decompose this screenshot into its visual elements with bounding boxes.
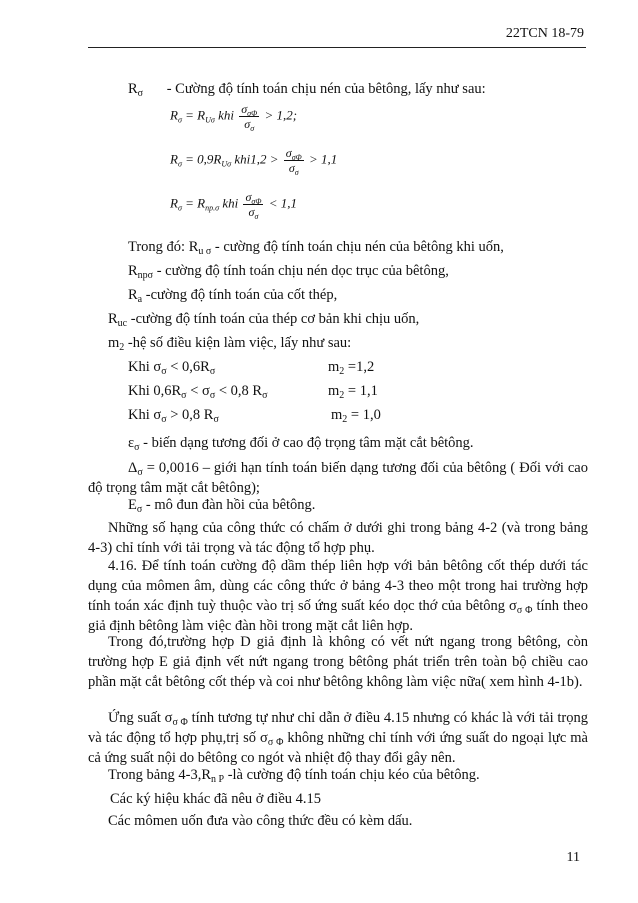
condition-3-right-b: = 1,0	[347, 407, 381, 423]
condition-3-left-sub2: σ	[213, 414, 219, 425]
def-rnp	[128, 262, 449, 280]
condition-1-left	[128, 358, 215, 376]
formula-3	[170, 190, 297, 219]
paragraph-stress-c: không những chỉ tính với ứng suất do ngoại lực mà cả ứng suất nội do bêtông co ngót và nhiệt độ thay đổi gây nên.	[88, 730, 588, 766]
formula-3-eq: = R	[181, 195, 206, 211]
def-epsilon	[128, 434, 474, 452]
condition-1-left-sub2: σ	[209, 366, 216, 377]
condition-3-left-sub: σ	[161, 414, 167, 425]
intro-symbol: R	[128, 81, 138, 97]
condition-2-left-sub2: σ	[209, 390, 216, 401]
condition-3-right-a: m	[331, 407, 343, 423]
formula-1-lhs: R	[170, 107, 178, 123]
paragraph-table-note: Những số hạng của công thức có chấm ở dưới ghi trong bảng 4-2 (và trong bảng 4-3) chỉ tính với tải trọng và tác động tổ hợp phụ.	[88, 520, 588, 556]
formula-3-rhs: < 1,1	[265, 195, 297, 211]
header-rule	[88, 47, 586, 48]
condition-3-right-sub: 2	[342, 414, 348, 425]
formula-1-den: σ	[244, 117, 251, 131]
def-e-text: - mô đun đàn hồi của bêtông.	[142, 497, 316, 513]
def-m2-sub: 2	[119, 342, 125, 353]
def-ra-symbol: R	[128, 287, 138, 303]
def-delta	[88, 458, 588, 498]
condition-1-right-b: =1,2	[344, 359, 375, 375]
formula-2-lhs: R	[170, 151, 178, 167]
def-ru	[128, 238, 504, 256]
formula-3-num-sub: σΦ	[251, 197, 262, 206]
def-ru-text: - cường độ tính toán chịu nén của bêtông khi uốn,	[211, 239, 504, 255]
paragraph-cases: Trong đó,trường hợp D giả định là không có vết nứt ngang trong bêtông, còn trường hợp E giả định vết nứt ngang trong bêtông phát triển trên toàn bộ chiều cao phần mặt cắt bêtông cốt thép và coi như bêtông không làm việc nữa( xem hình 4-1b).	[88, 634, 588, 690]
formula-3-eq-sub: np.σ	[205, 203, 220, 213]
def-ru-sub: u σ	[198, 246, 212, 257]
formula-2-den: σ	[288, 161, 295, 175]
formula-2-fraction	[284, 146, 304, 175]
def-ruc-text: -cường độ tính toán của thép cơ bản khi chịu uốn,	[127, 311, 420, 327]
def-rnp-sub: npσ	[137, 270, 154, 281]
paragraph-table-4-3	[108, 766, 480, 784]
paragraph-4-16-b: tính theo giả định bêtông làm việc đàn hồi trong mặt cắt liên hợp.	[88, 598, 588, 634]
def-delta-text: = 0,0016 – giới hạn tính toán biến dạng tương đối của bêtông ( Đối với cao độ trọng tâm mặt cắt bêtông);	[88, 460, 588, 496]
def-ruc	[108, 310, 419, 328]
def-m2-symbol: m	[108, 335, 120, 351]
condition-1-left-b: < 0,6R	[166, 359, 210, 375]
def-m2	[108, 334, 351, 352]
formula-3-num: σ	[245, 190, 252, 204]
def-ru-symbol: Trong đó: R	[128, 239, 199, 255]
formula-2-eq: = 0,9R	[181, 151, 222, 167]
paragraph-stress-a: Ứng suất σ	[108, 710, 173, 726]
page-number: 11	[566, 850, 580, 865]
formula-1-rhs: > 1,2;	[261, 107, 298, 123]
formula-1-den-sub: σ	[250, 124, 255, 133]
paragraph-4-16-sub: σ Φ	[516, 605, 533, 616]
paragraph-4-16	[88, 556, 588, 636]
condition-3-left-b: > 0,8 R	[166, 407, 214, 423]
def-delta-symbol: Δ	[128, 460, 138, 476]
condition-1-right-sub: 2	[339, 366, 345, 377]
formula-2-khi: khi1,2 >	[234, 151, 279, 167]
formula-1-eq-sub: Uσ	[205, 115, 215, 125]
condition-2-left-b: < σ	[186, 383, 210, 399]
paragraph-stress-sub: σ Φ	[172, 717, 188, 728]
formula-1-khi: khi	[218, 107, 234, 123]
formula-3-lhs-sub: σ	[177, 203, 182, 213]
condition-2-left-sub3: σ	[262, 390, 268, 401]
document-code: 22TCN 18-79	[505, 26, 584, 41]
formula-2-rhs: > 1,1	[305, 151, 338, 167]
condition-3-left	[128, 406, 219, 424]
def-rnp-symbol: R	[128, 263, 138, 279]
intro-symbol-sub: σ	[137, 88, 144, 99]
formula-3-den-sub: σ	[254, 212, 259, 221]
condition-2-right-a: m	[328, 383, 340, 399]
def-e	[128, 496, 315, 514]
formula-2-eq-sub: Uσ	[221, 159, 232, 169]
condition-1-left-a: Khi σ	[128, 359, 162, 375]
condition-2-left-c: < 0,8 R	[215, 383, 263, 399]
def-ruc-symbol: R	[108, 311, 118, 327]
formula-3-lhs: R	[170, 195, 178, 211]
def-rnp-text: - cường độ tính toán chịu nén dọc trục của bêtông,	[153, 263, 449, 279]
formula-1-fraction	[239, 102, 259, 131]
paragraph-stress-b: tính tương tự như chỉ dẫn ở điều 4.15 nhưng có khác là với tải trọng và tác động tổ hợp phụ,trị số σ	[88, 710, 588, 746]
paragraph-4-16-a: 4.16. Để tính toán cường độ dầm thép liên hợp với bản bêtông cốt thép dưới tác dụng của mômen âm, dùng các công thức ở bảng 4-3 theo một trong hai trường hợp tính toán xác định tuỳ thuộc vào trị số ứng suất kéo dọc thớ của bêtông σ	[88, 558, 588, 614]
paragraph-stress-sub2: σ Φ	[267, 737, 284, 748]
condition-1-right-a: m	[328, 359, 340, 375]
def-ra-sub: a	[137, 294, 143, 305]
paragraph-other-symbols: Các ký hiệu khác đã nêu ở điều 4.15	[110, 791, 322, 807]
def-e-sub: σ	[136, 504, 143, 515]
paragraph-table-4-3-a: Trong bảng 4-3,R	[108, 767, 211, 783]
intro-line	[128, 80, 486, 98]
condition-3-left-a: Khi σ	[128, 407, 162, 423]
condition-1-left-sub: σ	[161, 366, 167, 377]
intro-text: - Cường độ tính toán chịu nén của bêtông, lấy như sau:	[166, 81, 486, 97]
paragraph-table-4-3-b: -là cường độ tính toán chịu kéo của bêtông.	[224, 767, 480, 783]
condition-2-right-sub: 2	[339, 390, 345, 401]
condition-2-left-a: Khi 0,6R	[128, 383, 182, 399]
formula-2-den-sub: σ	[294, 168, 299, 177]
formula-3-den: σ	[248, 205, 255, 219]
formula-1-num-sub: σΦ	[247, 109, 258, 118]
def-e-symbol: E	[128, 497, 137, 513]
def-ra-text: -cường độ tính toán của cốt thép,	[142, 287, 338, 303]
condition-3-right	[331, 406, 381, 424]
formula-1	[170, 102, 297, 131]
def-epsilon-text: - biến dạng tương đối ở cao độ trọng tâm mặt cắt bêtông.	[139, 435, 474, 451]
paragraph-stress	[88, 708, 588, 768]
condition-2-left	[128, 382, 267, 400]
def-epsilon-symbol: ε	[128, 435, 135, 451]
condition-2-right-b: = 1,1	[344, 383, 378, 399]
def-ruc-sub: uc	[117, 318, 128, 329]
formula-2	[170, 146, 337, 175]
formula-1-num: σ	[241, 102, 248, 116]
condition-2-left-sub: σ	[181, 390, 187, 401]
formula-1-eq: = R	[181, 107, 206, 123]
formula-2-lhs-sub: σ	[177, 159, 182, 169]
paragraph-moments: Các mômen uốn đưa vào công thức đều có kèm dấu.	[108, 813, 413, 829]
formula-2-num: σ	[285, 146, 292, 160]
paragraph-table-4-3-sub: n P	[211, 774, 225, 785]
formula-2-num-sub: σΦ	[291, 153, 302, 162]
condition-1-right	[328, 358, 374, 376]
def-delta-sub: σ	[137, 467, 143, 478]
def-epsilon-sub: σ	[134, 442, 140, 453]
formula-3-khi: khi	[222, 195, 239, 211]
condition-2-right	[328, 382, 378, 400]
def-ra	[128, 286, 337, 304]
def-m2-text: -hệ số điều kiện làm việc, lấy như sau:	[124, 335, 352, 351]
formula-1-lhs-sub: σ	[177, 115, 182, 125]
formula-3-fraction	[243, 190, 263, 219]
